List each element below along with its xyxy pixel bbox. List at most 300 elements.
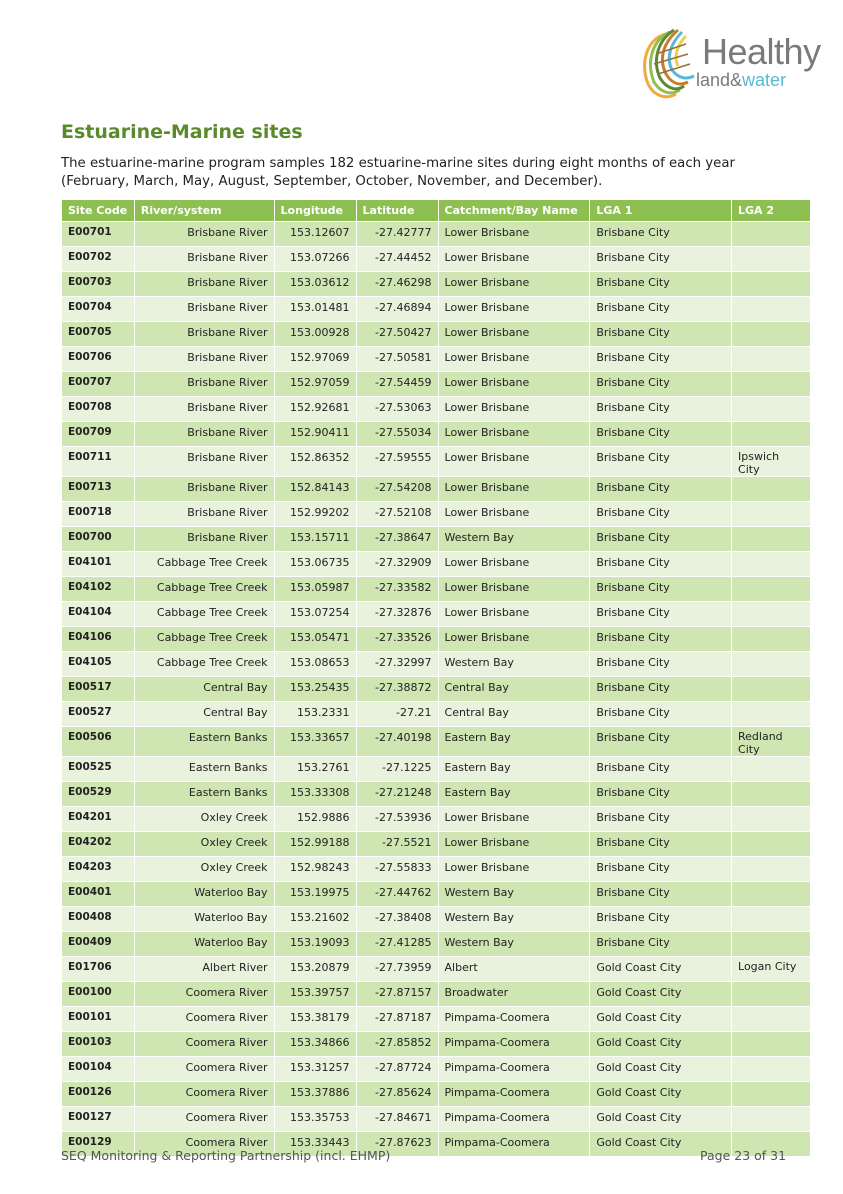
cell-lga2 <box>732 1107 811 1132</box>
cell-longitude: 153.39757 <box>274 982 356 1007</box>
table-row <box>62 347 811 372</box>
cell-catchment: Western Bay <box>438 907 590 932</box>
cell-longitude: 153.35753 <box>274 1107 356 1132</box>
cell-lga1: Brisbane City <box>590 222 732 247</box>
cell-site-code: E00703 <box>62 272 135 297</box>
cell-latitude: -27.32876 <box>356 602 438 627</box>
cell-lga1: Brisbane City <box>590 627 732 652</box>
cell-longitude: 153.03612 <box>274 272 356 297</box>
table-row <box>62 982 811 1007</box>
cell-catchment: Central Bay <box>438 677 590 702</box>
cell-longitude: 153.37886 <box>274 1082 356 1107</box>
section-heading: Estuarine-Marine sites <box>61 121 303 143</box>
cell-latitude: -27.59555 <box>356 447 438 477</box>
table-row <box>62 1107 811 1132</box>
cell-latitude: -27.87187 <box>356 1007 438 1032</box>
cell-catchment: Lower Brisbane <box>438 347 590 372</box>
table-row <box>62 447 811 477</box>
cell-lga1: Brisbane City <box>590 932 732 957</box>
cell-longitude: 153.01481 <box>274 297 356 322</box>
table-row <box>62 502 811 527</box>
cell-latitude: -27.21248 <box>356 782 438 807</box>
cell-longitude: 152.98243 <box>274 857 356 882</box>
cell-site-code: E00126 <box>62 1082 135 1107</box>
cell-lga2 <box>732 297 811 322</box>
table-row <box>62 702 811 727</box>
cell-latitude: -27.21 <box>356 702 438 727</box>
cell-lga2 <box>732 652 811 677</box>
cell-lga1: Brisbane City <box>590 652 732 677</box>
cell-site-code: E00718 <box>62 502 135 527</box>
cell-river-system: Brisbane River <box>134 502 274 527</box>
footer-organisation: SEQ Monitoring & Reporting Partnership (incl. EHMP) <box>61 1148 391 1163</box>
table-row <box>62 727 811 757</box>
cell-longitude: 153.19975 <box>274 882 356 907</box>
cell-river-system: Cabbage Tree Creek <box>134 627 274 652</box>
cell-site-code: E00529 <box>62 782 135 807</box>
cell-catchment: Central Bay <box>438 702 590 727</box>
cell-catchment: Pimpama-Coomera <box>438 1132 590 1157</box>
cell-longitude: 153.05471 <box>274 627 356 652</box>
cell-catchment: Lower Brisbane <box>438 502 590 527</box>
cell-site-code: E00706 <box>62 347 135 372</box>
column-header-lga2: LGA 2 <box>732 200 811 222</box>
table-row <box>62 1032 811 1057</box>
cell-longitude: 153.2761 <box>274 757 356 782</box>
cell-longitude: 152.86352 <box>274 447 356 477</box>
cell-river-system: Coomera River <box>134 982 274 1007</box>
cell-catchment: Lower Brisbane <box>438 477 590 502</box>
cell-latitude: -27.38872 <box>356 677 438 702</box>
cell-longitude: 153.08653 <box>274 652 356 677</box>
column-header-lga1: LGA 1 <box>590 200 732 222</box>
cell-river-system: Cabbage Tree Creek <box>134 577 274 602</box>
cell-site-code: E00527 <box>62 702 135 727</box>
table-row <box>62 477 811 502</box>
cell-site-code: E04106 <box>62 627 135 652</box>
table-row <box>62 932 811 957</box>
table-row <box>62 757 811 782</box>
cell-site-code: E00101 <box>62 1007 135 1032</box>
table-row <box>62 527 811 552</box>
cell-lga2 <box>732 627 811 652</box>
cell-latitude: -27.85624 <box>356 1082 438 1107</box>
cell-catchment: Albert <box>438 957 590 982</box>
cell-latitude: -27.54459 <box>356 372 438 397</box>
cell-longitude: 152.84143 <box>274 477 356 502</box>
cell-latitude: -27.46298 <box>356 272 438 297</box>
cell-catchment: Lower Brisbane <box>438 422 590 447</box>
cell-catchment: Pimpama-Coomera <box>438 1082 590 1107</box>
cell-catchment: Eastern Bay <box>438 727 590 757</box>
cell-lga2 <box>732 1032 811 1057</box>
cell-lga1: Brisbane City <box>590 372 732 397</box>
cell-river-system: Cabbage Tree Creek <box>134 652 274 677</box>
cell-lga1: Brisbane City <box>590 677 732 702</box>
column-header-catchment: Catchment/Bay Name <box>438 200 590 222</box>
cell-latitude: -27.54208 <box>356 477 438 502</box>
table-row <box>62 807 811 832</box>
cell-catchment: Western Bay <box>438 527 590 552</box>
cell-lga1: Gold Coast City <box>590 1057 732 1082</box>
table-row <box>62 397 811 422</box>
cell-lga1: Gold Coast City <box>590 1032 732 1057</box>
cell-catchment: Lower Brisbane <box>438 297 590 322</box>
table-row <box>62 222 811 247</box>
cell-lga2 <box>732 782 811 807</box>
cell-site-code: E00103 <box>62 1032 135 1057</box>
cell-longitude: 152.92681 <box>274 397 356 422</box>
cell-lga2 <box>732 757 811 782</box>
table-row <box>62 907 811 932</box>
cell-lga1: Gold Coast City <box>590 957 732 982</box>
cell-river-system: Brisbane River <box>134 272 274 297</box>
cell-latitude: -27.87724 <box>356 1057 438 1082</box>
cell-river-system: Waterloo Bay <box>134 907 274 932</box>
cell-latitude: -27.55833 <box>356 857 438 882</box>
cell-lga2 <box>732 247 811 272</box>
cell-lga2 <box>732 882 811 907</box>
cell-longitude: 153.33443 <box>274 1132 356 1157</box>
cell-lga2 <box>732 602 811 627</box>
cell-river-system: Brisbane River <box>134 447 274 477</box>
cell-site-code: E00525 <box>62 757 135 782</box>
cell-river-system: Cabbage Tree Creek <box>134 602 274 627</box>
cell-latitude: -27.33582 <box>356 577 438 602</box>
cell-catchment: Lower Brisbane <box>438 552 590 577</box>
cell-latitude: -27.50427 <box>356 322 438 347</box>
table-row <box>62 552 811 577</box>
cell-river-system: Brisbane River <box>134 477 274 502</box>
cell-river-system: Coomera River <box>134 1032 274 1057</box>
cell-catchment: Lower Brisbane <box>438 447 590 477</box>
column-header-site-code: Site Code <box>62 200 135 222</box>
logo-wordmark-healthy: Healthy <box>702 31 821 72</box>
cell-river-system: Cabbage Tree Creek <box>134 552 274 577</box>
cell-latitude: -27.33526 <box>356 627 438 652</box>
cell-river-system: Albert River <box>134 957 274 982</box>
cell-site-code: E04101 <box>62 552 135 577</box>
cell-latitude: -27.53063 <box>356 397 438 422</box>
cell-river-system: Brisbane River <box>134 247 274 272</box>
table-row <box>62 247 811 272</box>
cell-longitude: 152.90411 <box>274 422 356 447</box>
cell-catchment: Pimpama-Coomera <box>438 1107 590 1132</box>
table-row <box>62 652 811 677</box>
cell-catchment: Lower Brisbane <box>438 627 590 652</box>
cell-longitude: 153.00928 <box>274 322 356 347</box>
cell-lga1: Brisbane City <box>590 807 732 832</box>
cell-lga1: Brisbane City <box>590 907 732 932</box>
cell-latitude: -27.55034 <box>356 422 438 447</box>
footer-page-number: Page 23 of 31 <box>700 1148 787 1163</box>
table-row <box>62 857 811 882</box>
cell-longitude: 153.15711 <box>274 527 356 552</box>
table-row <box>62 422 811 447</box>
table-row <box>62 1082 811 1107</box>
cell-catchment: Lower Brisbane <box>438 832 590 857</box>
cell-catchment: Lower Brisbane <box>438 272 590 297</box>
cell-site-code: E00709 <box>62 422 135 447</box>
cell-lga2: Redland City <box>732 727 811 757</box>
cell-catchment: Lower Brisbane <box>438 857 590 882</box>
cell-lga1: Brisbane City <box>590 527 732 552</box>
cell-lga2 <box>732 422 811 447</box>
table-row <box>62 627 811 652</box>
cell-lga1: Brisbane City <box>590 782 732 807</box>
table-row <box>62 782 811 807</box>
cell-river-system: Central Bay <box>134 677 274 702</box>
cell-site-code: E00705 <box>62 322 135 347</box>
cell-lga1: Brisbane City <box>590 422 732 447</box>
cell-latitude: -27.84671 <box>356 1107 438 1132</box>
cell-lga2 <box>732 397 811 422</box>
cell-site-code: E00409 <box>62 932 135 957</box>
healthy-land-water-logo <box>636 24 821 104</box>
cell-lga2 <box>732 1007 811 1032</box>
cell-longitude: 153.25435 <box>274 677 356 702</box>
cell-site-code: E00401 <box>62 882 135 907</box>
table-row <box>62 272 811 297</box>
cell-river-system: Central Bay <box>134 702 274 727</box>
cell-lga2 <box>732 677 811 702</box>
cell-river-system: Waterloo Bay <box>134 882 274 907</box>
table-row <box>62 297 811 322</box>
cell-catchment: Broadwater <box>438 982 590 1007</box>
cell-catchment: Lower Brisbane <box>438 602 590 627</box>
cell-lga1: Brisbane City <box>590 727 732 757</box>
cell-lga1: Brisbane City <box>590 347 732 372</box>
cell-lga2 <box>732 347 811 372</box>
cell-river-system: Coomera River <box>134 1132 274 1157</box>
cell-lga1: Brisbane City <box>590 397 732 422</box>
cell-river-system: Brisbane River <box>134 372 274 397</box>
cell-latitude: -27.32997 <box>356 652 438 677</box>
cell-lga2 <box>732 372 811 397</box>
cell-site-code: E00704 <box>62 297 135 322</box>
cell-latitude: -27.42777 <box>356 222 438 247</box>
cell-lga2 <box>732 932 811 957</box>
cell-site-code: E04102 <box>62 577 135 602</box>
cell-river-system: Coomera River <box>134 1007 274 1032</box>
cell-catchment: Eastern Bay <box>438 782 590 807</box>
cell-site-code: E00711 <box>62 447 135 477</box>
cell-latitude: -27.44452 <box>356 247 438 272</box>
cell-lga2 <box>732 832 811 857</box>
cell-longitude: 153.20879 <box>274 957 356 982</box>
cell-catchment: Lower Brisbane <box>438 577 590 602</box>
table-row <box>62 957 811 982</box>
table-row <box>62 372 811 397</box>
cell-catchment: Western Bay <box>438 652 590 677</box>
cell-lga1: Brisbane City <box>590 297 732 322</box>
cell-site-code: E00702 <box>62 247 135 272</box>
cell-catchment: Lower Brisbane <box>438 807 590 832</box>
cell-site-code: E00701 <box>62 222 135 247</box>
table-row <box>62 882 811 907</box>
cell-river-system: Brisbane River <box>134 297 274 322</box>
cell-lga2 <box>732 702 811 727</box>
cell-catchment: Lower Brisbane <box>438 397 590 422</box>
cell-latitude: -27.87623 <box>356 1132 438 1157</box>
cell-lga2 <box>732 982 811 1007</box>
table-row <box>62 602 811 627</box>
table-row <box>62 1007 811 1032</box>
cell-site-code: E04203 <box>62 857 135 882</box>
cell-river-system: Brisbane River <box>134 527 274 552</box>
cell-river-system: Brisbane River <box>134 397 274 422</box>
cell-site-code: E04104 <box>62 602 135 627</box>
cell-river-system: Eastern Banks <box>134 727 274 757</box>
cell-lga2 <box>732 552 811 577</box>
cell-catchment: Lower Brisbane <box>438 372 590 397</box>
logo-word-land: land <box>696 70 731 90</box>
cell-longitude: 153.33308 <box>274 782 356 807</box>
cell-site-code: E04105 <box>62 652 135 677</box>
cell-catchment: Pimpama-Coomera <box>438 1057 590 1082</box>
cell-longitude: 153.07266 <box>274 247 356 272</box>
cell-longitude: 153.21602 <box>274 907 356 932</box>
cell-river-system: Eastern Banks <box>134 757 274 782</box>
table-row <box>62 677 811 702</box>
cell-lga2 <box>732 907 811 932</box>
cell-site-code: E00517 <box>62 677 135 702</box>
cell-latitude: -27.52108 <box>356 502 438 527</box>
cell-longitude: 153.19093 <box>274 932 356 957</box>
cell-site-code: E04202 <box>62 832 135 857</box>
cell-longitude: 152.97069 <box>274 347 356 372</box>
cell-longitude: 153.38179 <box>274 1007 356 1032</box>
cell-latitude: -27.87157 <box>356 982 438 1007</box>
cell-lga1: Gold Coast City <box>590 1132 732 1157</box>
cell-site-code: E00708 <box>62 397 135 422</box>
cell-longitude: 153.12607 <box>274 222 356 247</box>
cell-lga1: Brisbane City <box>590 477 732 502</box>
cell-site-code: E00129 <box>62 1132 135 1157</box>
cell-lga2 <box>732 807 811 832</box>
cell-longitude: 153.31257 <box>274 1057 356 1082</box>
sites-table <box>61 199 811 1157</box>
cell-river-system: Brisbane River <box>134 422 274 447</box>
cell-longitude: 153.2331 <box>274 702 356 727</box>
cell-lga2: Logan City <box>732 957 811 982</box>
cell-lga1: Gold Coast City <box>590 1107 732 1132</box>
cell-site-code: E00104 <box>62 1057 135 1082</box>
cell-lga1: Brisbane City <box>590 272 732 297</box>
cell-lga1: Brisbane City <box>590 447 732 477</box>
cell-longitude: 152.97059 <box>274 372 356 397</box>
cell-river-system: Waterloo Bay <box>134 932 274 957</box>
cell-lga2 <box>732 527 811 552</box>
cell-latitude: -27.41285 <box>356 932 438 957</box>
cell-longitude: 153.06735 <box>274 552 356 577</box>
cell-catchment: Lower Brisbane <box>438 247 590 272</box>
cell-lga1: Brisbane City <box>590 702 732 727</box>
cell-site-code: E00127 <box>62 1107 135 1132</box>
cell-latitude: -27.32909 <box>356 552 438 577</box>
cell-lga2 <box>732 502 811 527</box>
cell-catchment: Western Bay <box>438 882 590 907</box>
cell-lga2 <box>732 272 811 297</box>
cell-latitude: -27.38647 <box>356 527 438 552</box>
column-header-longitude: Longitude <box>274 200 356 222</box>
cell-catchment: Western Bay <box>438 932 590 957</box>
cell-river-system: Coomera River <box>134 1082 274 1107</box>
cell-lga1: Brisbane City <box>590 247 732 272</box>
cell-catchment: Lower Brisbane <box>438 322 590 347</box>
cell-lga1: Brisbane City <box>590 857 732 882</box>
table-row <box>62 1057 811 1082</box>
table-body <box>62 222 811 1157</box>
cell-latitude: -27.40198 <box>356 727 438 757</box>
cell-site-code: E00408 <box>62 907 135 932</box>
table-header-row <box>62 200 811 222</box>
cell-latitude: -27.85852 <box>356 1032 438 1057</box>
cell-longitude: 153.07254 <box>274 602 356 627</box>
cell-latitude: -27.53936 <box>356 807 438 832</box>
logo-wordmark-land-water <box>696 70 786 90</box>
cell-longitude: 153.33657 <box>274 727 356 757</box>
cell-lga1: Gold Coast City <box>590 1007 732 1032</box>
cell-lga1: Brisbane City <box>590 322 732 347</box>
cell-lga2 <box>732 222 811 247</box>
cell-catchment: Pimpama-Coomera <box>438 1032 590 1057</box>
cell-lga1: Brisbane City <box>590 577 732 602</box>
cell-river-system: Coomera River <box>134 1057 274 1082</box>
column-header-latitude: Latitude <box>356 200 438 222</box>
cell-longitude: 152.9886 <box>274 807 356 832</box>
cell-lga1: Brisbane City <box>590 502 732 527</box>
cell-latitude: -27.50581 <box>356 347 438 372</box>
cell-latitude: -27.1225 <box>356 757 438 782</box>
cell-catchment: Lower Brisbane <box>438 222 590 247</box>
cell-river-system: Brisbane River <box>134 222 274 247</box>
cell-river-system: Coomera River <box>134 1107 274 1132</box>
cell-longitude: 153.34866 <box>274 1032 356 1057</box>
cell-lga1: Gold Coast City <box>590 1082 732 1107</box>
cell-lga2: Ipswich City <box>732 447 811 477</box>
cell-site-code: E00506 <box>62 727 135 757</box>
cell-latitude: -27.73959 <box>356 957 438 982</box>
cell-longitude: 152.99188 <box>274 832 356 857</box>
cell-river-system: Oxley Creek <box>134 807 274 832</box>
cell-river-system: Eastern Banks <box>134 782 274 807</box>
cell-lga2 <box>732 477 811 502</box>
cell-site-code: E00713 <box>62 477 135 502</box>
cell-lga2 <box>732 1082 811 1107</box>
column-header-river-system: River/system <box>134 200 274 222</box>
cell-river-system: Oxley Creek <box>134 857 274 882</box>
cell-site-code: E00707 <box>62 372 135 397</box>
cell-river-system: Brisbane River <box>134 347 274 372</box>
cell-lga2 <box>732 322 811 347</box>
cell-site-code: E01706 <box>62 957 135 982</box>
cell-site-code: E00100 <box>62 982 135 1007</box>
table-row <box>62 577 811 602</box>
cell-site-code: E04201 <box>62 807 135 832</box>
cell-lga1: Brisbane City <box>590 552 732 577</box>
cell-site-code: E00700 <box>62 527 135 552</box>
cell-latitude: -27.46894 <box>356 297 438 322</box>
cell-latitude: -27.44762 <box>356 882 438 907</box>
cell-longitude: 152.99202 <box>274 502 356 527</box>
cell-catchment: Pimpama-Coomera <box>438 1007 590 1032</box>
cell-latitude: -27.5521 <box>356 832 438 857</box>
cell-lga2 <box>732 1057 811 1082</box>
cell-lga1: Brisbane City <box>590 757 732 782</box>
table-row <box>62 832 811 857</box>
cell-latitude: -27.38408 <box>356 907 438 932</box>
